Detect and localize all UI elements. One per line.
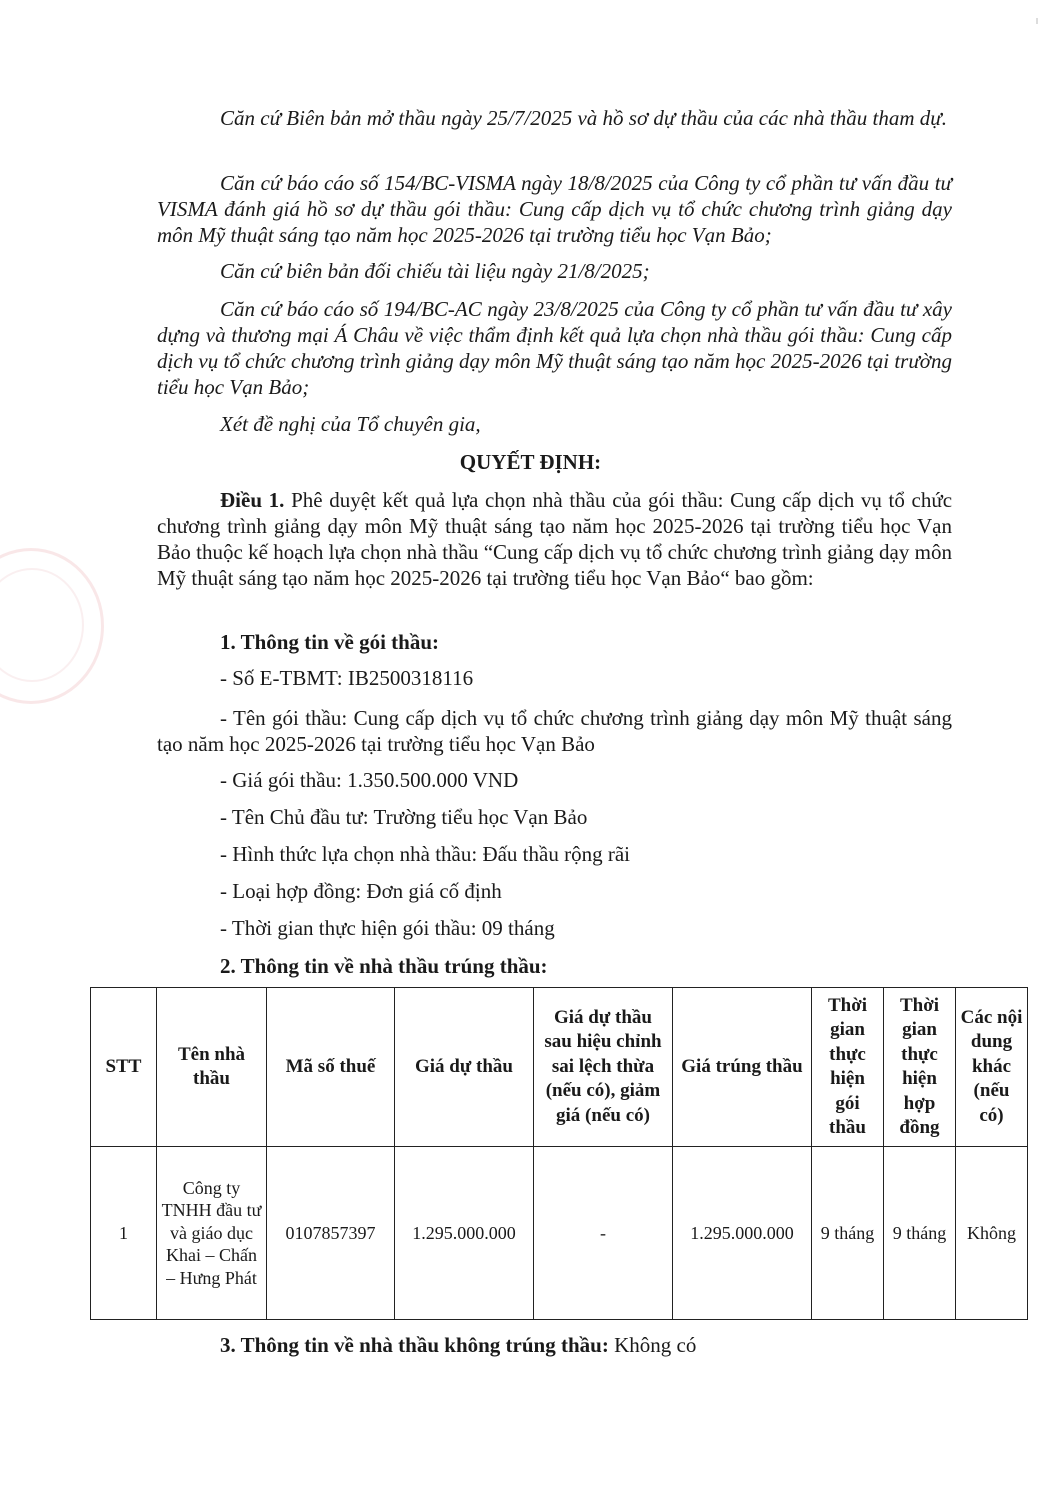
cell-other: Không	[956, 1147, 1028, 1320]
preamble-paragraph-5: Xét đề nghị của Tổ chuyên gia,	[220, 412, 481, 436]
header-contract-time: Thời gian thực hiện hợp đồng	[884, 988, 956, 1147]
preamble-paragraph-3: Căn cứ biên bản đối chiếu tài liệu ngày 21/8/2025;	[220, 259, 650, 283]
section-2-title	[220, 953, 548, 979]
section-3-line	[220, 1332, 696, 1358]
header-bidder-name: Tên nhà thầu	[157, 988, 267, 1147]
preamble-paragraph-2: Căn cứ báo cáo số 154/BC-VISMA ngày 18/8/2025 của Công ty cổ phần tư vấn đầu tư VISMA đánh giá hồ sơ dự thầu gói thầu: Cung cấp dịch vụ tổ chức chương trình giảng dạy môn Mỹ thuật sáng tạo năm học 2025-2026 tại trường tiểu học Vạn Bảo;	[157, 171, 952, 247]
header-package-time: Thời gian thực hiện gói thầu	[812, 988, 884, 1147]
contract-type-line: - Loại hợp đồng: Đơn giá cố định	[220, 879, 502, 903]
duration-line: - Thời gian thực hiện gói thầu: 09 tháng	[220, 916, 555, 940]
header-adjusted-price: Giá dự thầu sau hiệu chỉnh sai lệch thừa (nếu có), giảm giá (nếu có)	[534, 988, 673, 1147]
investor-line: - Tên Chủ đầu tư: Trường tiểu học Vạn Bảo	[220, 805, 588, 829]
cell-adjusted-price: -	[534, 1147, 673, 1320]
decision-title: QUYẾT ĐỊNH:	[459, 450, 602, 474]
e-tbmt-line: - Số E-TBMT: IB2500318116	[220, 666, 474, 690]
article-1-text: Phê duyệt kết quả lựa chọn nhà thầu của gói thầu: Cung cấp dịch vụ tổ chức chương trình giảng dạy môn Mỹ thuật sáng tạo năm học 2025-2026 tại trường tiểu học Vạn Bảo thuộc kế hoạch lựa chọn nhà thầu “Cung cấp dịch vụ tổ chức chương trình giảng dạy môn Mỹ thuật sáng tạo năm học 2025-2026 tại trường tiểu học Vạn Bảo“ bao gồm:	[157, 488, 953, 590]
section-1-title	[220, 629, 439, 655]
cell-stt: 1	[91, 1147, 157, 1320]
section-3-value: Không có	[614, 1333, 697, 1357]
scan-mark	[1036, 18, 1038, 24]
header-stt: STT	[91, 988, 157, 1147]
selection-method-line: - Hình thức lựa chọn nhà thầu: Đấu thầu rộng rãi	[220, 842, 630, 866]
article-1-label: Điều 1.	[220, 488, 285, 512]
cell-award-price: 1.295.000.000	[673, 1147, 812, 1320]
cell-tax-code: 0107857397	[267, 1147, 395, 1320]
header-award-price: Giá trúng thầu	[673, 988, 812, 1147]
header-tax-code: Mã số thuế	[267, 988, 395, 1147]
article-1	[157, 487, 952, 591]
section-3-title: 3. Thông tin về nhà thầu không trúng thầu:	[220, 1333, 609, 1357]
header-bid-price: Giá dự thầu	[395, 988, 534, 1147]
package-price-line: - Giá gói thầu: 1.350.500.000 VND	[220, 768, 519, 792]
section-1-title-text: 1. Thông tin về gói thầu:	[220, 630, 439, 654]
table-row	[91, 1147, 1028, 1320]
section-2-title-text: 2. Thông tin về nhà thầu trúng thầu:	[220, 954, 548, 978]
preamble-paragraph-1: Căn cứ Biên bản mở thầu ngày 25/7/2025 và hồ sơ dự thầu của các nhà thầu tham dự.	[220, 106, 947, 130]
cell-bid-price: 1.295.000.000	[395, 1147, 534, 1320]
preamble-paragraph-4: Căn cứ báo cáo số 194/BC-AC ngày 23/8/2025 của Công ty cổ phần tư vấn đầu tư xây dựng và thương mại Á Châu về việc thẩm định kết quả lựa chọn nhà thầu gói thầu: Cung cấp dịch vụ tổ chức chương trình giảng dạy môn Mỹ thuật sáng tạo năm học 2025-2026 tại trường tiểu học Vạn Bảo;	[157, 297, 952, 399]
cell-contract-time: 9 tháng	[884, 1147, 956, 1320]
cell-package-time: 9 tháng	[812, 1147, 884, 1320]
winning-bidder-table	[90, 987, 1028, 1320]
header-other: Các nội dung khác (nếu có)	[956, 988, 1028, 1147]
package-name-line: - Tên gói thầu: Cung cấp dịch vụ tổ chức chương trình giảng dạy môn Mỹ thuật sáng tạo năm học 2025-2026 tại trường tiểu học Vạn Bảo	[157, 706, 952, 756]
cell-bidder-name: Công ty TNHH đầu tư và giáo dục Khai – Chấn – Hưng Phát	[157, 1147, 267, 1320]
table-header-row	[91, 988, 1028, 1147]
